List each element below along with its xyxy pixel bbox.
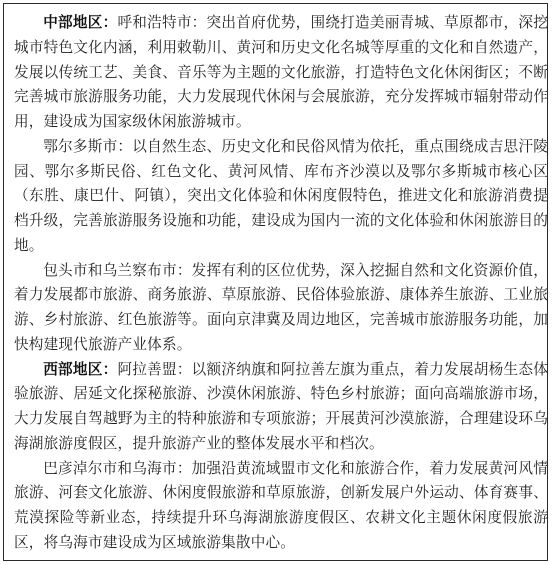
paragraph-text: 鄂尔多斯市：以自然生态、历史文化和民俗风情为依托，重点围绕成吉思汗陵园、鄂尔多斯民俗、红色文化、黄河风情、库布齐沙漠以及鄂尔多斯城市核心区（东胜、康巴什、阿镇），突出文化体验和休闲度假特色，推进文化和旅游消费提档升级，完善旅游服务设施和功能，建设成为国内一流的文化体验和休闲旅游目的地。 bbox=[14, 137, 548, 254]
paragraph-text: 巴彦淖尔市和乌海市：加强沿黄流域盟市文化和旅游合作，着力发展黄河风情旅游、河套文化旅游、休闲度假旅游和草原旅游，创新发展户外运动、体育赛事、荒漠探险等新业态，持续提升环乌海湖旅游度假区、农耕文化主题休闲度假旅游区，将乌海市建设成为区域旅游集散中心。 bbox=[14, 459, 548, 551]
paragraph-bayannur-wuhai bbox=[14, 457, 548, 556]
document-body bbox=[14, 11, 548, 556]
paragraph-hohhot bbox=[14, 11, 548, 135]
paragraph-baotou-ulanqab bbox=[14, 259, 548, 358]
paragraph-ordos bbox=[14, 135, 548, 259]
paragraph-text: 包头市和乌兰察布市：发挥有利的区位优势，深入挖掘自然和文化资源价值，着力发展都市旅游、商务旅游、草原旅游、民俗体验旅游、康体养生旅游、工业旅游、乡村旅游、红色旅游等。面向京津冀及周边地区，完善城市旅游服务功能，加快构建现代旅游产业体系。 bbox=[14, 261, 548, 353]
paragraph-text: 阿拉善盟：以额济纳旗和阿拉善左旗为重点，着力发展胡杨生态体验旅游、居延文化探秘旅游、沙漠休闲旅游、特色乡村旅游；面向高端旅游市场，大力发展自驾越野为主的特种旅游和专项旅游；开展黄河沙漠旅游，合理建设环乌海湖旅游度假区，提升旅游产业的整体发展水平和档次。 bbox=[14, 360, 548, 452]
region-heading-central: 中部地区： bbox=[43, 14, 118, 31]
paragraph-alxa bbox=[14, 358, 548, 457]
bordered-text-box bbox=[3, 3, 548, 561]
region-heading-western: 西部地区： bbox=[43, 360, 118, 378]
paragraph-text: 呼和浩特市：突出首府优势，围绕打造美丽青城、草原都市，深挖城市特色文化内涵，利用敕勒川、黄河和历史文化名城等厚重的文化和自然遗产，发展以传统工艺、美食、音乐等为主题的文化旅游，打造特色文化休闲街区；不断完善城市旅游服务功能，大力发展现代休闲与会展旅游，充分发挥城市辐射带动作用，建设成为国家级休闲旅游城市。 bbox=[14, 14, 548, 130]
